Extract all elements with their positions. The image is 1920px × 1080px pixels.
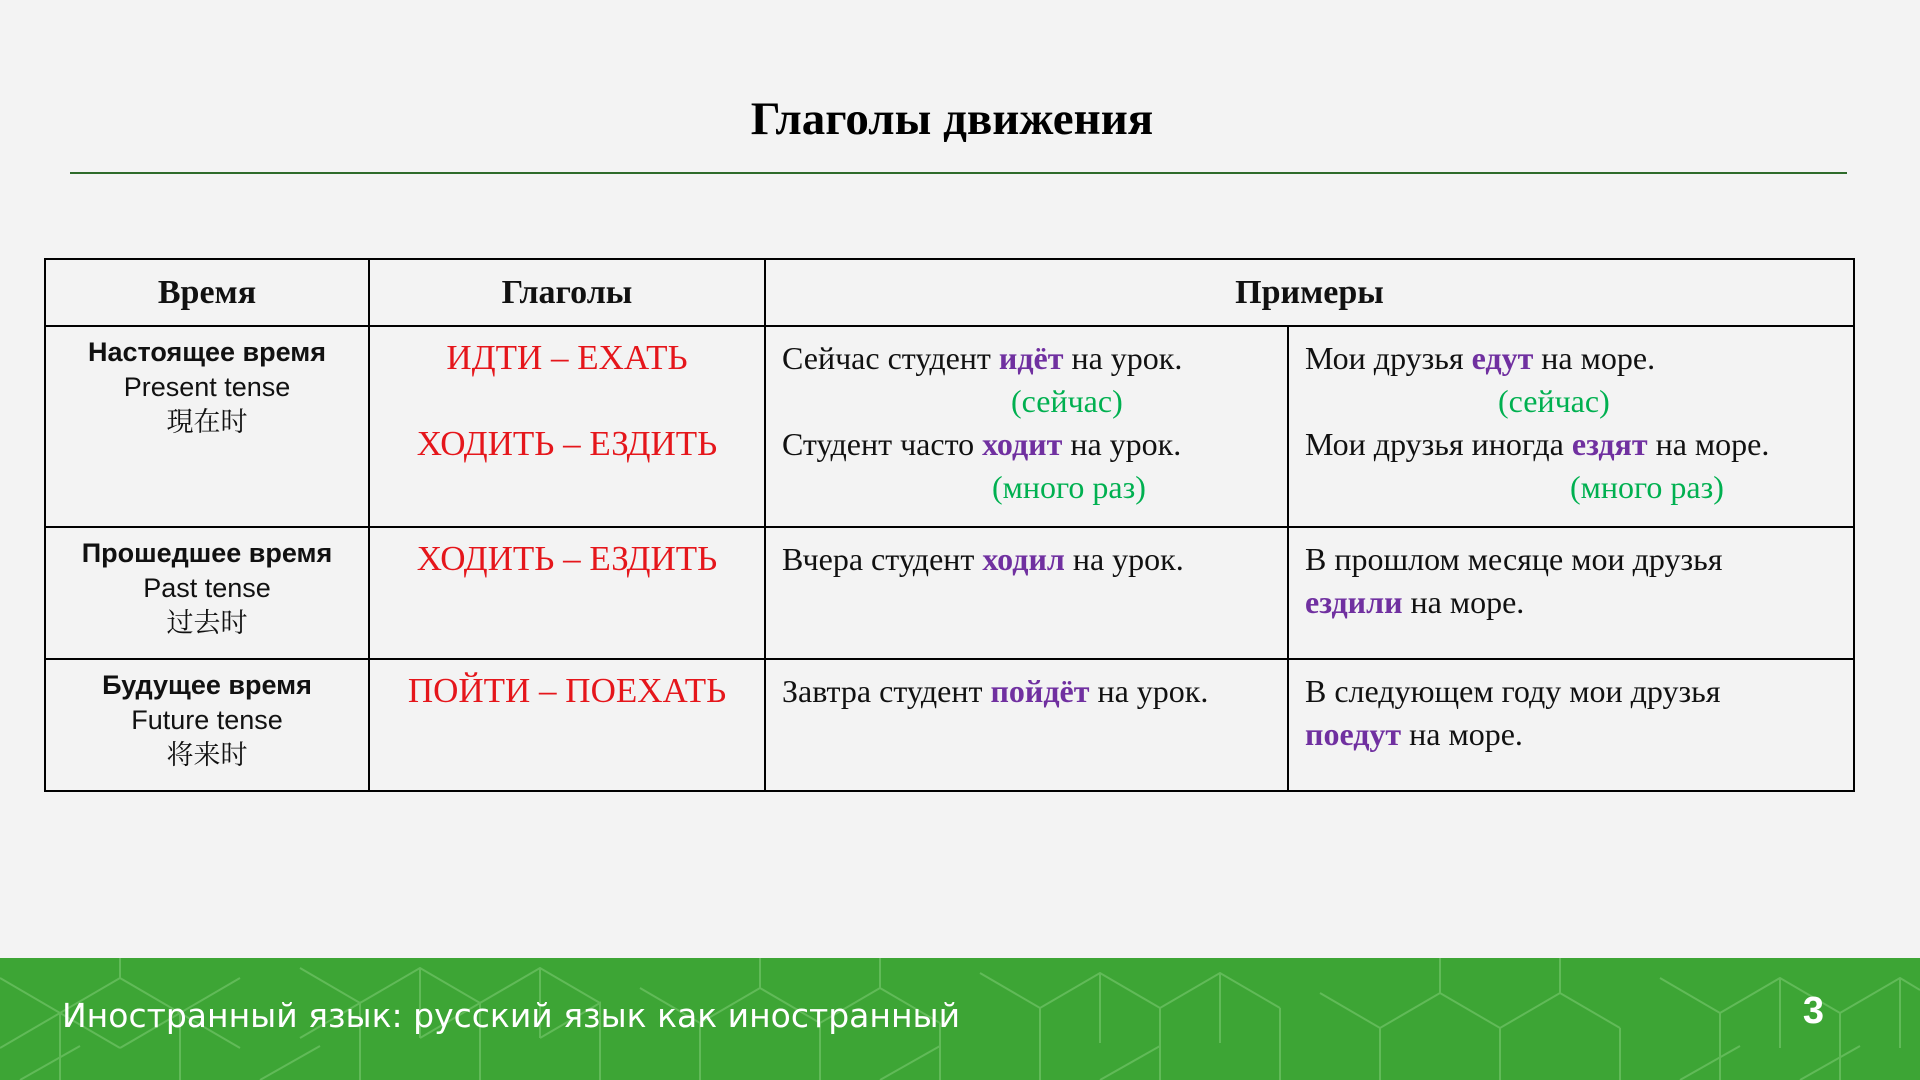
tense-en: Present tense	[123, 372, 291, 402]
title-divider	[70, 172, 1847, 174]
example-sentence: Сейчас студент идёт на урок.	[782, 340, 1183, 376]
verbs-cell	[369, 659, 765, 791]
example-cell-student	[765, 527, 1288, 659]
example-cell-friends	[1288, 527, 1854, 659]
example-sentence: Мои друзья едут на море.	[1305, 340, 1656, 376]
example-cell-friends	[1288, 659, 1854, 791]
example-note: (много раз)	[992, 469, 1146, 505]
tense-cell	[45, 326, 369, 527]
verbs-cell	[369, 326, 765, 527]
tense-cell	[45, 527, 369, 659]
tense-ru: Настоящее время	[87, 337, 327, 367]
page-number: 3	[1802, 990, 1824, 1032]
tense-zh: 現在时	[166, 407, 248, 437]
highlighted-verb: ездят	[1571, 426, 1648, 462]
highlighted-verb: ходит	[982, 426, 1063, 462]
example-cell-friends	[1288, 326, 1854, 527]
highlighted-verb: поедут	[1305, 716, 1402, 752]
table-header-row	[45, 259, 1854, 326]
tense-ru: Прошедшее время	[81, 538, 333, 568]
example-sentence: Вчера студент ходил на урок.	[782, 541, 1184, 577]
tense-zh: 将来时	[166, 740, 248, 770]
example-sentence-start: В прошлом месяце мои друзья	[1305, 541, 1723, 577]
example-sentence-end: поедут на море.	[1305, 716, 1523, 752]
example-sentence: Студент часто ходит на урок.	[782, 426, 1182, 462]
header-verbs: Глаголы	[369, 259, 765, 326]
example-note: (сейчас)	[1011, 383, 1123, 419]
header-examples: Примеры	[765, 259, 1854, 326]
table-row-past	[45, 527, 1854, 659]
table-row-present	[45, 326, 1854, 527]
example-note: (сейчас)	[1498, 383, 1610, 419]
example-sentence: Завтра студент пойдёт на урок.	[782, 673, 1209, 709]
verb-pair: ПОЙТИ – ПОЕХАТЬ	[407, 671, 727, 710]
highlighted-verb: идёт	[998, 340, 1064, 376]
example-cell-student	[765, 326, 1288, 527]
tense-ru: Будущее время	[102, 670, 312, 700]
verb-pair: ХОДИТЬ – ЕЗДИТЬ	[416, 424, 718, 463]
verbs-of-motion-table	[44, 258, 1855, 792]
highlighted-verb: едут	[1471, 340, 1534, 376]
header-tense: Время	[45, 259, 369, 326]
slide-title: Глаголы движения	[750, 93, 1154, 145]
verbs-cell	[369, 527, 765, 659]
tense-en: Future tense	[131, 705, 283, 735]
example-note: (много раз)	[1570, 469, 1724, 505]
tense-cell	[45, 659, 369, 791]
highlighted-verb: ходил	[982, 541, 1065, 577]
example-sentence-start: В следующем году мои друзья	[1305, 673, 1721, 709]
example-sentence: Мои друзья иногда ездят на море.	[1305, 426, 1770, 462]
tense-zh: 过去时	[166, 608, 248, 638]
verb-pair: ИДТИ – ЕХАТЬ	[446, 338, 688, 377]
highlighted-verb: пойдёт	[990, 673, 1090, 709]
verb-pair: ХОДИТЬ – ЕЗДИТЬ	[416, 539, 718, 578]
highlighted-verb: ездили	[1305, 584, 1403, 620]
tense-en: Past tense	[143, 573, 271, 603]
course-title: Иностранный язык: русский язык как иностранный	[62, 996, 961, 1035]
example-cell-student	[765, 659, 1288, 791]
footer-bar	[0, 958, 1920, 1080]
table-row-future	[45, 659, 1854, 791]
example-sentence-end: ездили на море.	[1305, 584, 1525, 620]
